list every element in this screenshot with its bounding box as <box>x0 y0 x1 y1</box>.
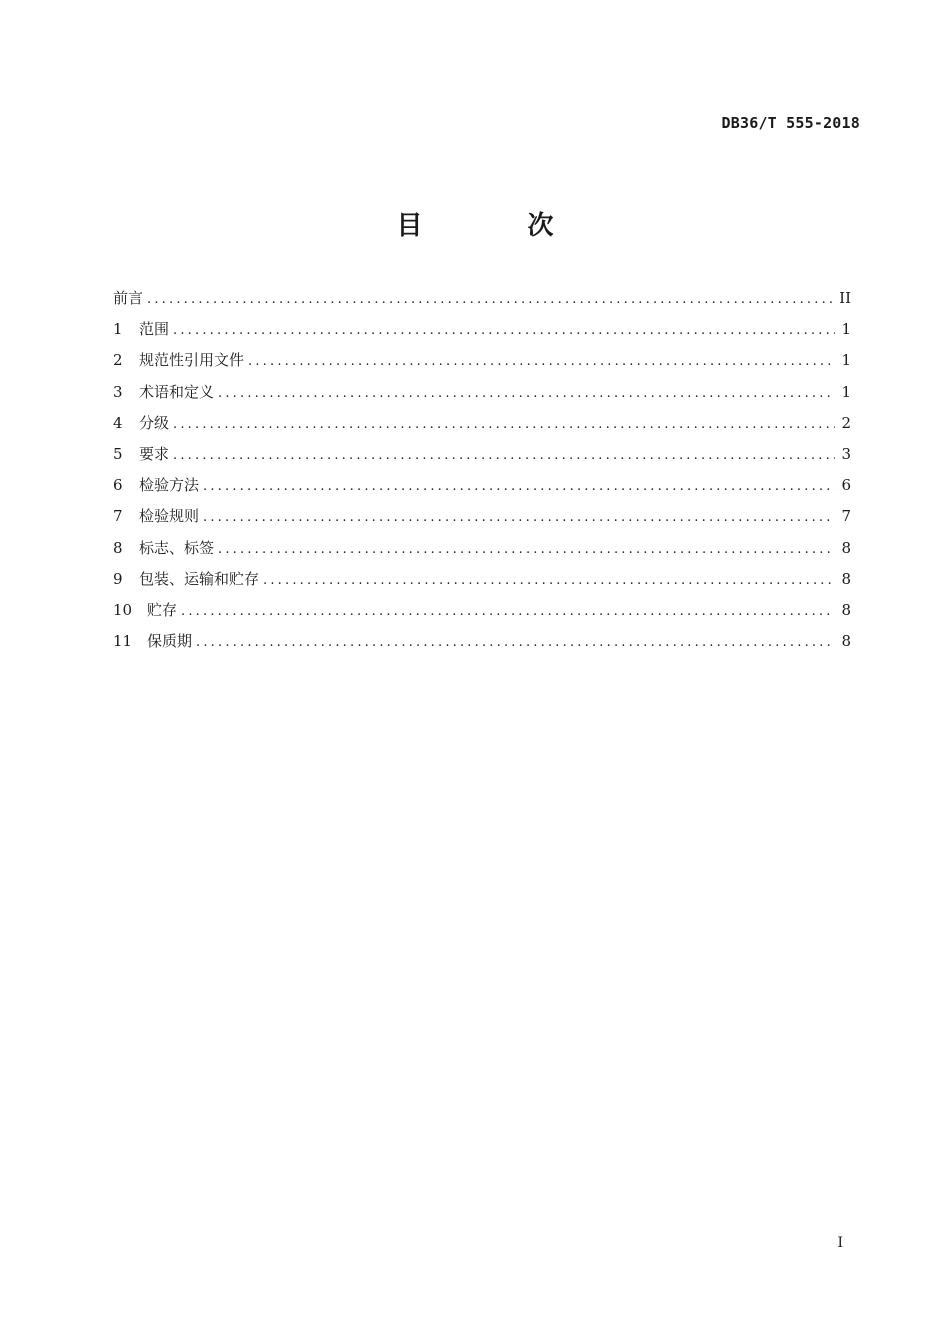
toc-entry-packaging-transport-storage[interactable] <box>113 567 851 598</box>
toc-entry-page: 1 <box>841 351 851 370</box>
toc-entry-grading[interactable] <box>113 411 851 442</box>
toc-entry-page: II <box>839 289 851 307</box>
toc-entry-page: 1 <box>841 320 851 339</box>
toc-entry-label: 规范性引用文件 <box>139 351 245 370</box>
toc-entry-label: 前言 <box>113 289 144 307</box>
toc-dot-leader <box>203 475 835 499</box>
toc-dot-leader <box>218 382 835 406</box>
toc-dot-leader <box>173 444 835 468</box>
toc-dot-leader <box>218 538 835 562</box>
toc-entry-storage[interactable] <box>113 598 851 629</box>
toc-entry-requirements[interactable] <box>113 442 851 473</box>
toc-entry-number: 6 <box>113 476 123 495</box>
toc-entry-test-methods[interactable] <box>113 473 851 504</box>
toc-entry-page: 6 <box>841 476 851 495</box>
page-number: I <box>837 1235 843 1251</box>
toc-entry-terms-definitions[interactable] <box>113 380 851 411</box>
toc-entry-foreword[interactable] <box>113 286 851 317</box>
toc-entry-page: 7 <box>841 507 851 526</box>
toc-entry-label: 检验方法 <box>139 476 200 495</box>
toc-entry-scope[interactable] <box>113 317 851 348</box>
toc-dot-leader <box>203 506 835 530</box>
toc-dot-leader <box>248 350 835 374</box>
toc-entry-label: 保质期 <box>147 632 193 651</box>
toc-dot-leader <box>147 288 833 312</box>
toc-entry-number: 10 <box>113 600 133 619</box>
toc-entry-number: 1 <box>113 320 123 339</box>
toc-entry-page: 8 <box>841 569 851 588</box>
toc-entry-page: 8 <box>841 632 851 651</box>
toc-entry-label: 要求 <box>139 444 170 463</box>
toc-entry-marking-labeling[interactable] <box>113 536 851 567</box>
toc-dot-leader <box>263 569 835 593</box>
toc-entry-number: 2 <box>113 351 123 370</box>
toc-entry-label: 检验规则 <box>139 507 200 526</box>
toc-entry-number: 5 <box>113 444 123 463</box>
toc-entry-page: 3 <box>841 444 851 463</box>
toc-dot-leader <box>196 631 835 655</box>
toc-entry-page: 2 <box>841 413 851 432</box>
toc-entry-number: 11 <box>113 632 133 651</box>
toc-entry-label: 分级 <box>139 413 170 432</box>
toc-dot-leader <box>173 413 835 437</box>
toc-entry-label: 术语和定义 <box>139 382 215 401</box>
toc-entry-inspection-rules[interactable] <box>113 504 851 535</box>
toc-entry-label: 贮存 <box>147 600 178 619</box>
document-code: DB36/T 555-2018 <box>721 114 860 132</box>
toc-entry-page: 1 <box>841 382 851 401</box>
toc-title: 目 次 <box>396 211 602 241</box>
toc-entry-number: 8 <box>113 538 123 557</box>
table-of-contents <box>113 286 851 660</box>
toc-dot-leader <box>181 600 835 624</box>
toc-dot-leader <box>173 319 835 343</box>
toc-entry-page: 8 <box>841 538 851 557</box>
toc-entry-label: 包装、运输和贮存 <box>139 569 260 588</box>
toc-entry-normative-references[interactable] <box>113 348 851 379</box>
toc-entry-shelf-life[interactable] <box>113 629 851 660</box>
toc-entry-label: 范围 <box>139 320 170 339</box>
toc-entry-number: 7 <box>113 507 123 526</box>
toc-entry-number: 4 <box>113 413 123 432</box>
toc-entry-number: 3 <box>113 382 123 401</box>
toc-entry-label: 标志、标签 <box>139 538 215 557</box>
toc-entry-page: 8 <box>841 600 851 619</box>
toc-entry-number: 9 <box>113 569 123 588</box>
